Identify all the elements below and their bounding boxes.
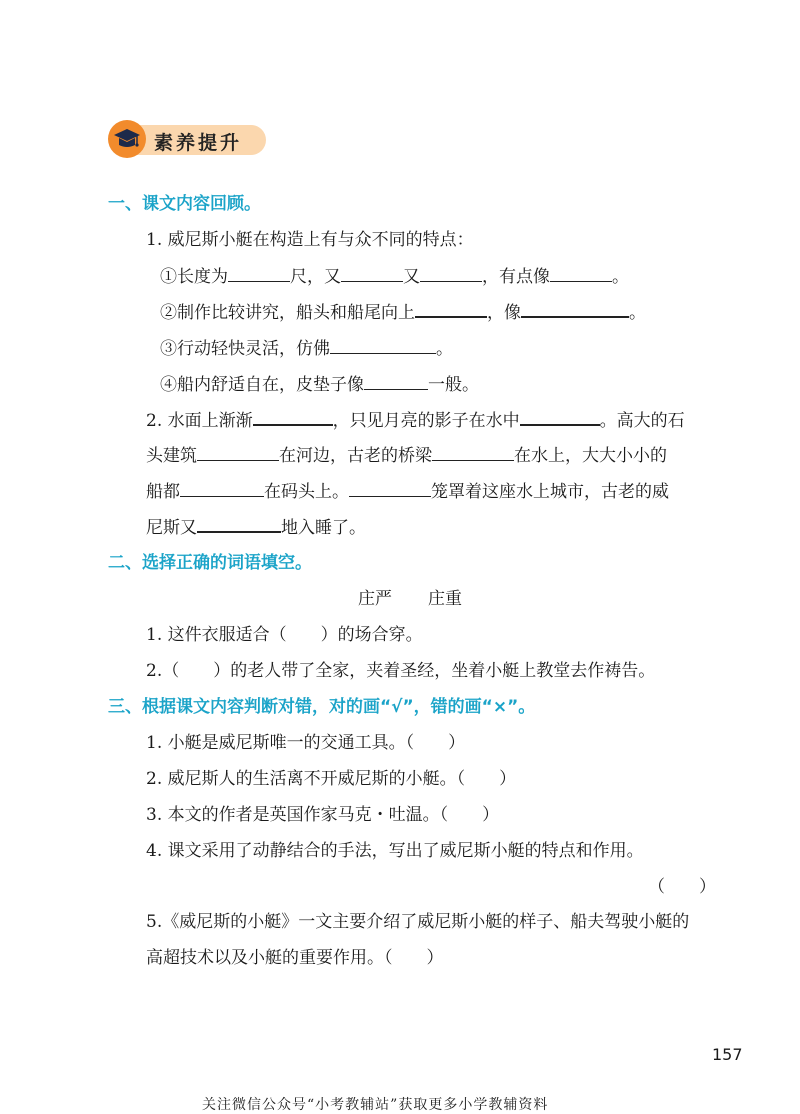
text: 3. 本文的作者是英国作家马克・吐温。（ <box>146 805 449 825</box>
text: ）的场合穿。 <box>320 625 423 645</box>
section-badge <box>108 120 268 158</box>
text: 一般。 <box>428 375 479 395</box>
blank[interactable] <box>197 515 281 533</box>
text: 在水上，大大小小的 <box>514 446 667 466</box>
text: 。 <box>629 303 646 323</box>
text: 。 <box>436 339 453 359</box>
paren-close: ） <box>699 877 716 897</box>
s3-q4: 4. 课文采用了动静结合的手法，写出了威尼斯小艇的特点和作用。 <box>146 841 644 861</box>
blank[interactable] <box>330 337 436 354</box>
text: ，像 <box>487 303 521 323</box>
s2-q2 <box>146 656 655 681</box>
text: ）的老人带了全家，夹着圣经，坐着小艇上教堂去作祷告。 <box>213 661 656 681</box>
blank[interactable] <box>550 265 612 282</box>
s1-q2-l2 <box>146 441 667 466</box>
s1-q1-a1 <box>160 262 629 287</box>
s1-q1-stem: 1. 威尼斯小艇在构造上有与众不同的特点： <box>146 230 474 250</box>
text: 在码头上。 <box>264 482 349 502</box>
text: 2. 威尼斯人的生活离不开威尼斯的小艇。（ <box>146 769 466 789</box>
s3-q1 <box>146 728 465 753</box>
text: 1. 这件衣服适合（ <box>146 625 287 645</box>
text: ②制作比较讲究，船头和船尾向上 <box>160 303 415 323</box>
s1-q1-a2 <box>160 298 646 323</box>
blank[interactable] <box>253 408 333 426</box>
s1-q1-a4 <box>160 370 479 395</box>
s3-q5-l1: 5.《威尼斯的小艇》一文主要介绍了威尼斯小艇的样子、船夫驾驶小艇的 <box>146 912 690 932</box>
blank[interactable] <box>521 300 629 318</box>
text: 在河边，古老的桥梁 <box>279 446 432 466</box>
section-2-title: 二、选择正确的词语填空。 <box>108 553 312 573</box>
text: 尼斯又 <box>146 518 197 538</box>
s3-q5-l2 <box>146 943 444 968</box>
paren-close: ） <box>448 733 466 753</box>
blank[interactable] <box>420 265 482 282</box>
text: ，有点像 <box>482 267 550 287</box>
text: 又 <box>403 267 420 287</box>
paren-open: （ <box>648 877 665 897</box>
text: 2.（ <box>146 661 180 681</box>
s1-q1-a3 <box>160 334 453 359</box>
text: 地入睡了。 <box>281 518 366 538</box>
blank[interactable] <box>520 408 600 426</box>
text: ①长度为 <box>160 267 228 287</box>
text: 。 <box>612 267 629 287</box>
section-1-title: 一、课文内容回顾。 <box>108 194 261 214</box>
footer-note: 关注微信公众号“小考教辅站”获取更多小学教辅资料 <box>202 1097 549 1113</box>
blank[interactable] <box>341 265 403 282</box>
page-number: 157 <box>712 1045 743 1064</box>
s3-q2 <box>146 764 516 789</box>
text: 。高大的石 <box>599 411 685 431</box>
blank[interactable] <box>349 480 431 497</box>
s1-q2-l3 <box>146 477 669 502</box>
word-option-2: 庄重 <box>428 589 462 609</box>
section-3-title: 三、根据课文内容判断对错，对的画“√”，错的画“×”。 <box>108 697 536 717</box>
s3-q4-paren <box>648 872 716 897</box>
blank[interactable] <box>228 265 290 282</box>
text: 尺，又 <box>290 267 341 287</box>
text: 1. 小艇是威尼斯唯一的交通工具。（ <box>146 733 415 753</box>
blank[interactable] <box>415 300 487 318</box>
graduation-cap-icon <box>108 120 146 158</box>
text: 船都 <box>146 482 180 502</box>
s2-q1 <box>146 620 423 645</box>
blank[interactable] <box>432 444 514 461</box>
paren-close: ） <box>482 805 500 825</box>
blank[interactable] <box>180 480 264 497</box>
s3-q3 <box>146 800 499 825</box>
text: ③行动轻快灵活，仿佛 <box>160 339 330 359</box>
badge-circle <box>108 120 146 158</box>
blank[interactable] <box>364 373 428 390</box>
text: ④船内舒适自在，皮垫子像 <box>160 375 364 395</box>
paren-close: ） <box>426 948 444 968</box>
text: 高超技术以及小艇的重要作用。（ <box>146 948 393 968</box>
text: 头建筑 <box>146 446 197 466</box>
paren-close: ） <box>499 769 517 789</box>
s1-q2-l1 <box>146 406 685 431</box>
text: 2. 水面上渐渐 <box>146 411 253 431</box>
blank[interactable] <box>197 444 279 461</box>
word-option-1: 庄严 <box>358 589 392 609</box>
text: 笼罩着这座水上城市，古老的威 <box>431 482 669 502</box>
s1-q2-l4 <box>146 513 366 538</box>
text: ，只见月亮的影子在水中 <box>332 411 520 431</box>
badge-label: 素养提升 <box>154 132 243 154</box>
